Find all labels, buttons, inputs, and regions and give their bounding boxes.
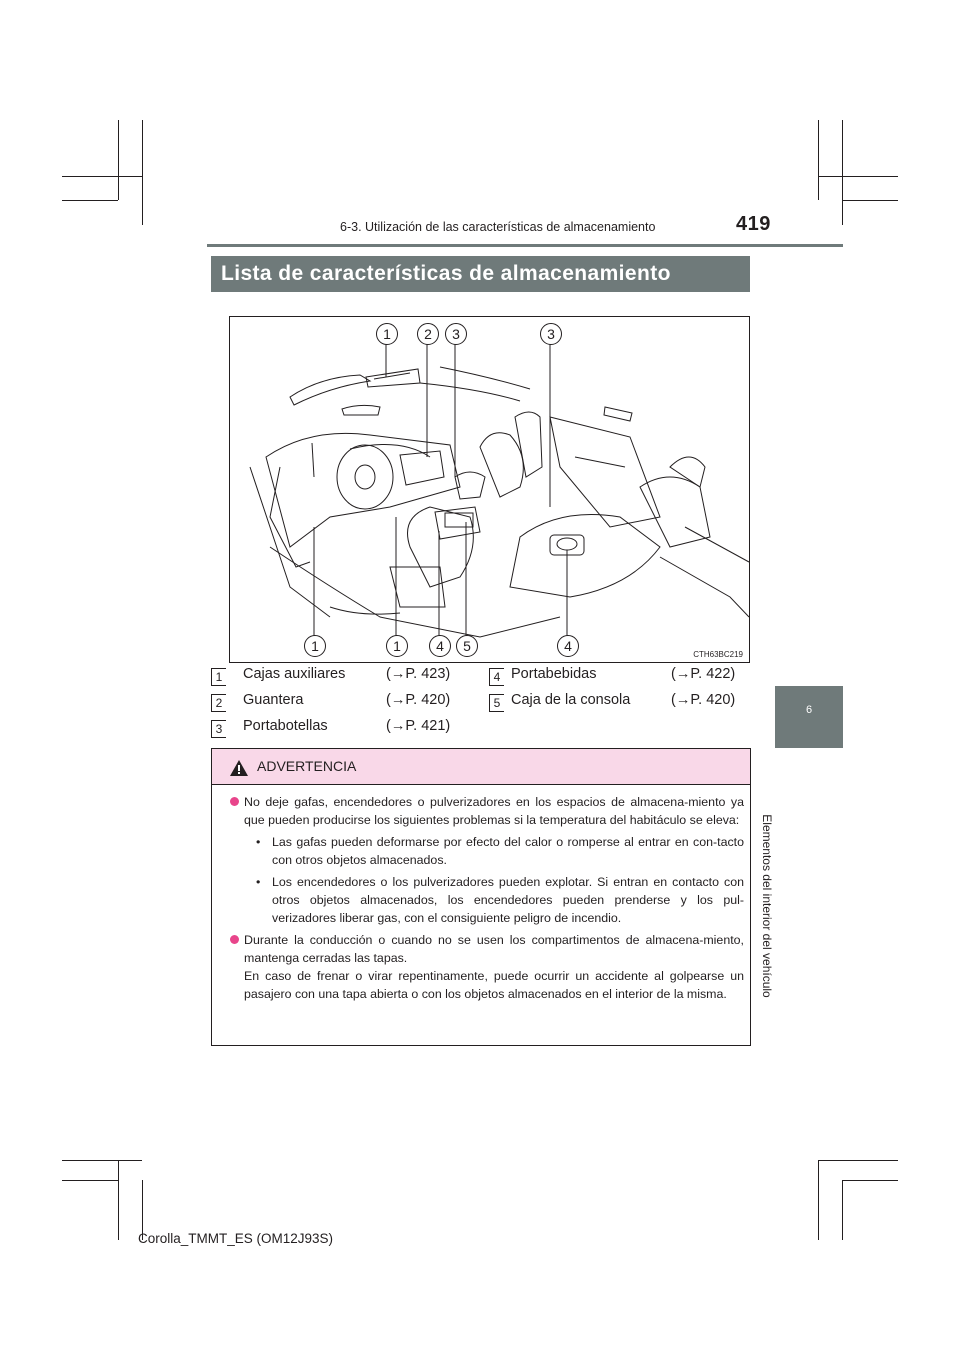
sub-marker: •	[256, 875, 261, 889]
warning-sub-text: Las gafas pueden deformarse por efecto del calor o romperse al entrar en con-tacto con otros objetos almacenados.	[272, 835, 744, 867]
legend-item	[211, 718, 481, 740]
legend-item	[489, 692, 751, 714]
chapter-tab	[775, 686, 843, 748]
warning-bullet	[230, 793, 744, 927]
crop-mark	[842, 1180, 898, 1181]
crop-mark	[62, 200, 118, 201]
legend-label: Portabotellas	[243, 718, 328, 734]
legend-label: Guantera	[243, 692, 304, 708]
crop-mark	[118, 120, 119, 200]
interior-illustration	[229, 316, 750, 663]
crop-mark	[818, 176, 898, 177]
callout-2: 2	[417, 323, 439, 345]
crop-mark	[62, 1180, 118, 1181]
chapter-number: 6	[805, 704, 813, 716]
header-rule	[207, 244, 843, 247]
page-number: 419	[736, 213, 771, 235]
callout-leaders	[230, 317, 749, 662]
warning-sub-text: Los encendedores o los pulverizadores pueden explotar. Si entran en contacto con otros objetos almacenados, los encendedores pueden prenderse y los pul-verizadores liberar gas, con el consiguiente peligro de incendio.	[272, 875, 744, 925]
legend-page-ref[interactable]: (→P. 422)	[671, 666, 736, 682]
bullet-dot-icon	[230, 797, 239, 806]
crop-mark	[62, 176, 142, 177]
legend-number: 1	[211, 668, 226, 686]
legend-page-ref[interactable]: (→P. 421)	[386, 718, 451, 734]
crop-mark	[842, 120, 843, 225]
figure-code: CTH63BC219	[693, 650, 743, 659]
callout-1: 1	[376, 323, 398, 345]
warning-bullet	[230, 931, 744, 1003]
crop-mark	[142, 120, 143, 225]
legend-item	[489, 666, 751, 688]
warning-text: No deje gafas, encendedores o pulverizadores en los espacios de almacena-miento ya que pueden producirse los siguientes problemas si la temperatura del habitáculo se eleva:	[244, 795, 744, 827]
page-title: Lista de características de almacenamiento	[211, 256, 750, 292]
legend-page-ref[interactable]: (→P. 423)	[386, 666, 451, 682]
crop-mark	[818, 1160, 898, 1161]
legend-number: 4	[489, 668, 504, 686]
section-heading: 6-3. Utilización de las características de almacenamiento	[340, 220, 656, 234]
sub-marker: •	[256, 835, 261, 849]
chapter-title-text: Elementos del interior del vehículo	[760, 814, 774, 998]
legend-item	[211, 666, 481, 688]
callout-4: 4	[557, 635, 579, 657]
legend-label: Portabebidas	[511, 666, 597, 682]
warning-box	[211, 748, 751, 1046]
legend-number: 5	[489, 694, 504, 712]
warning-text: Durante la conducción o cuando no se usen los compartimentos de almacena-miento, mantenga cerradas las tapas.	[244, 933, 744, 965]
legend-page-ref[interactable]: (→P. 420)	[386, 692, 451, 708]
callout-3: 3	[540, 323, 562, 345]
crop-mark	[818, 1160, 819, 1240]
legend-item	[211, 692, 481, 714]
crop-mark	[842, 200, 898, 201]
crop-mark	[62, 1160, 142, 1161]
crop-mark	[842, 1180, 843, 1240]
warning-sub-item	[230, 873, 744, 927]
warning-body	[230, 793, 744, 1007]
footer-doc-id: Corolla_TMMT_ES (OM12J93S)	[138, 1231, 334, 1246]
callout-1: 1	[386, 635, 408, 657]
legend-number: 3	[211, 720, 226, 738]
warning-triangle-icon	[229, 759, 249, 777]
warning-title: ADVERTENCIA	[257, 758, 357, 774]
callout-3: 3	[445, 323, 467, 345]
legend-label: Cajas auxiliares	[243, 666, 346, 682]
crop-mark	[818, 120, 819, 200]
legend-page-ref[interactable]: (→P. 420)	[671, 692, 736, 708]
callout-1: 1	[304, 635, 326, 657]
callout-5: 5	[456, 635, 478, 657]
crop-mark	[118, 1160, 119, 1240]
warning-sub-item	[244, 833, 744, 869]
bullet-dot-icon	[230, 935, 239, 944]
warning-text: En caso de frenar o virar repentinamente, puede ocurrir un accidente al golpearse un pasajero con una tapa abierta o con los objetos almacenados en el interior de la misma.	[244, 969, 744, 1001]
callout-4: 4	[429, 635, 451, 657]
legend-number: 2	[211, 694, 226, 712]
legend-label: Caja de la consola	[511, 692, 631, 708]
